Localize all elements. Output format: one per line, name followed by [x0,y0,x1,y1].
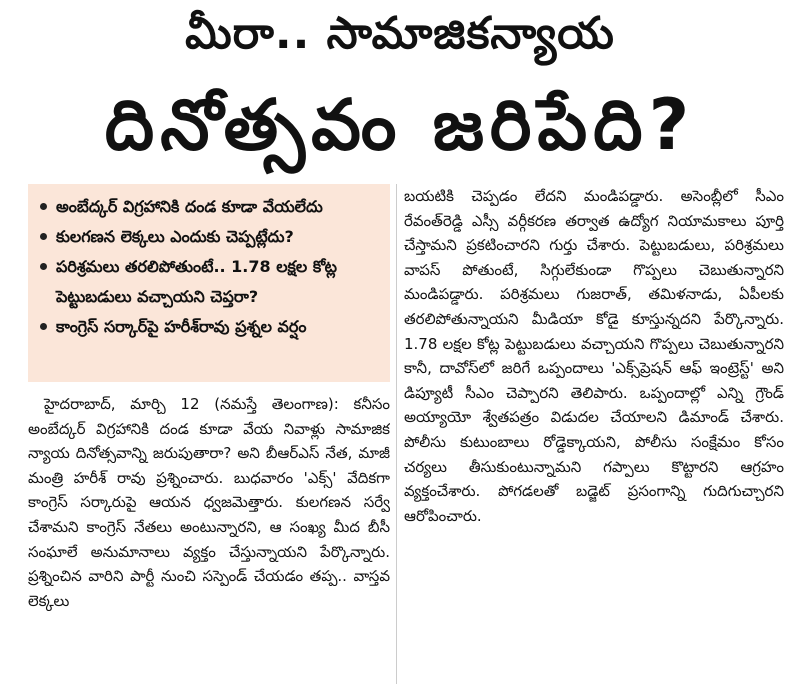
subheading-text: అంబేద్కర్ విగ్రహానికి దండ కూడా వేయలేదు [56,197,323,216]
article-left-column [28,392,390,692]
subheading-text: కాంగ్రెస్ సర్కార్‌పై హరీశ్‌రావు ప్రశ్నల వర్షం [56,317,307,336]
subheading-text: కులగణన లెక్కలు ఎందుకు చెప్పట్లేదు? [56,227,294,246]
bullet-icon [40,233,47,240]
article-paragraph-left: హైదరాబాద్, మార్చి 12 (నమస్తే తెలంగాణ): కనీసం అంబేద్కర్ విగ్రహానికి దండ కూడా వేయ నివాళ్లు సామాజిక న్యాయ దినోత్సవాన్ని జరుపుతారా? అని బీఆర్‌ఎస్ నేత, మాజీ మంత్రి హరీశ్ రావు ప్రశ్నించారు. బుధవారం 'ఎక్స్' వేదికగా కాంగ్రెస్ సర్కారుపై ఆయన ధ్వజమెత్తారు. కులగణన సర్వే చేశామని కాంగ్రెస్ నేతలు అంటున్నారని, ఆ సంఖ్య మీద బీసీ సంఘాలే అనుమానాలు వ్యక్తం చేస్తున్నాయని పేర్కొన్నారు. ప్రశ్నించిన వారిని పార్టీ నుంచి సస్పెండ్ చేయడం తప్ప.. వాస్తవ లెక్కలు [28,395,390,610]
column-divider [396,184,397,684]
subheading-text: పరిశ్రమలు తరలిపోతుంటే.. 1.78 లక్షల కోట్ల పెట్టుబడులు వచ్చాయని చెప్తరా? [56,257,338,306]
article-right-column [404,184,784,684]
article-paragraph-right: బయటికి చెప్పడం లేదని మండిపడ్డారు. అసెంబ్లీలో సీఎం రేవంత్‌రెడ్డి ఎస్సీ వర్గీకరణ తర్వాత ఉద్యోగ నియామకాలు పూర్తి చేస్తామని ప్రకటించారని గుర్తు చేశారు. పెట్టుబడులు, పరిశ్రమలు వాపస్ పోతుంటే, సిగ్గులేకుండా గొప్పలు చెబుతున్నారని మండిపడ్డారు. పరిశ్రమలు గుజరాత్, తమిళనాడు, ఏపీలకు తరలిపోతున్నాయని మీడియా కోడై కూస్తున్నదని పేర్కొన్నారు. 1.78 లక్షల కోట్ల పెట్టుబడులు వచ్చాయని గొప్పలు చెబుతున్నారని కానీ, దావోస్‌లో జరిగే ఒప్పందాలు 'ఎక్స్‌ప్రెషన్ ఆఫ్ ఇంట్రెస్ట్' అని డిప్యూటీ సీఎం చెప్పారని తెలిపారు. ఒప్పందాల్లో ఎన్ని గ్రౌండ్ అయ్యాయో శ్వేతపత్రం విడుదల చేయాలని డిమాండ్ చేశారు. పోలీసు కుటుంబాలు రోడ్డెక్కాయని, పోలీసు సంక్షేమం కోసం చర్యలు తీసుకుంటున్నామని గప్పాలు కొట్టారని ఆగ్రహం వ్యక్తంచేశారు. పోగడలతో బడ్జెట్ ప్రసంగాన్ని గుదిగుచ్చారని ఆరోపించారు. [404,187,784,525]
subheadings-list [38,192,384,342]
bullet-icon [40,323,47,330]
bullet-icon [40,203,47,210]
bullet-icon [40,263,47,270]
headline-line-1: మీరా.. సామాజికన్యాయ [185,8,615,59]
subheading-item [38,252,384,312]
subheading-item [38,312,384,342]
headline-line-2: దినోత్సవం జరిపేది? [104,84,696,166]
subheadings-box [28,184,390,382]
subheading-item [38,222,384,252]
subheading-item [38,192,384,222]
